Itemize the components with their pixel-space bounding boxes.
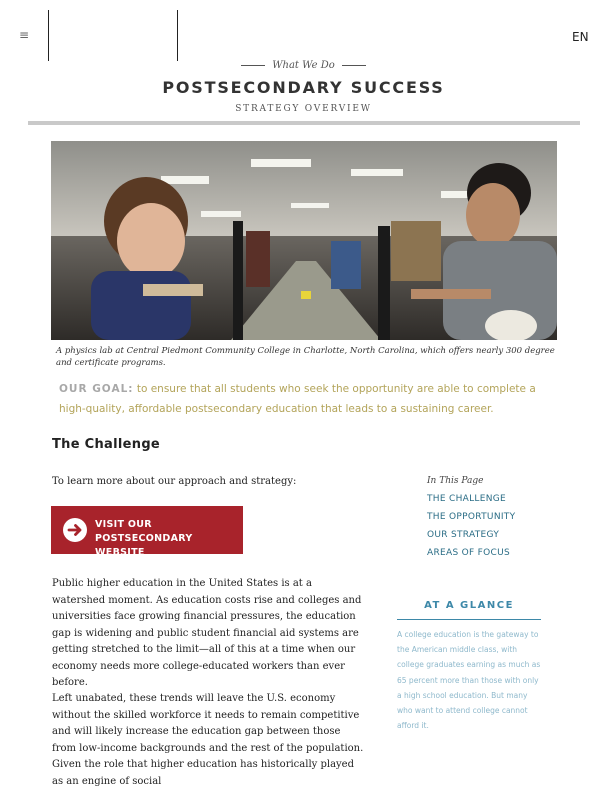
toc-link-areas-of-focus[interactable]: AREAS OF FOCUS [427, 548, 510, 558]
goal-label: OUR GOAL: [59, 383, 134, 395]
eyebrow-rule-right [342, 65, 366, 66]
toc-heading: In This Page [427, 476, 484, 486]
intro-text: To learn more about our approach and strategy: [52, 476, 297, 487]
at-a-glance-divider [397, 619, 541, 620]
page-title: POSTSECONDARY SUCCESS [162, 78, 445, 97]
toc-link-the-challenge[interactable]: THE CHALLENGE [427, 494, 507, 504]
at-a-glance-heading: AT A GLANCE [424, 600, 514, 611]
toc-link-our-strategy[interactable]: OUR STRATEGY [427, 530, 500, 540]
visit-button-line2: POSTSECONDARY WEBSITE [95, 533, 193, 558]
eyebrow-rule-left [241, 65, 265, 66]
toc-link-the-opportunity[interactable]: THE OPPORTUNITY [427, 512, 516, 522]
page-subtitle: STRATEGY OVERVIEW [235, 104, 372, 114]
header-divider [28, 121, 580, 125]
visit-button-label [95, 518, 243, 560]
arrow-right-icon [63, 518, 87, 542]
menu-icon[interactable]: ≡ [19, 28, 30, 42]
logo-frame-right-line [177, 10, 178, 61]
goal-statement [59, 379, 559, 419]
language-selector[interactable]: EN [572, 30, 589, 44]
logo-frame-left-line [48, 10, 49, 61]
section-heading-challenge: The Challenge [52, 437, 161, 452]
visit-button-line1: VISIT OUR [95, 519, 152, 530]
goal-text: to ensure that all students who seek the opportunity are able to complete a high-quality, affordable postsecondary education that leads to a sustaining career. [59, 383, 536, 415]
section-eyebrow [0, 60, 607, 71]
eyebrow-text: What We Do [272, 60, 335, 71]
body-paragraph: Public higher education in the United States is at a watershed moment. As education costs rise and colleges and universities face growing financial pressures, the education gap is widening and public student financial aid systems are getting stretched to the limit—all of this at a time when our economy needs more college-educated workers than ever before. [52, 578, 362, 688]
hero-photo [51, 141, 557, 340]
visit-website-button[interactable] [51, 506, 243, 558]
body-paragraph: Left unabated, these trends will leave the U.S. economy without the skilled workforce it needs to remain competitive and will likely increase the education gap between those from low-income backgrounds and the rest of the population. Given the role that higher education has historically played as an engine of social [52, 693, 364, 787]
at-a-glance-text: A college education is the gateway to the American middle class, with college graduates earning as much as 65 percent more than those with only a high school education. But many who want to attend college cannot afford it. [397, 630, 541, 731]
photo-caption: A physics lab at Central Piedmont Community College in Charlotte, North Carolina, which offers nearly 300 degree and certificate programs. [56, 346, 555, 368]
